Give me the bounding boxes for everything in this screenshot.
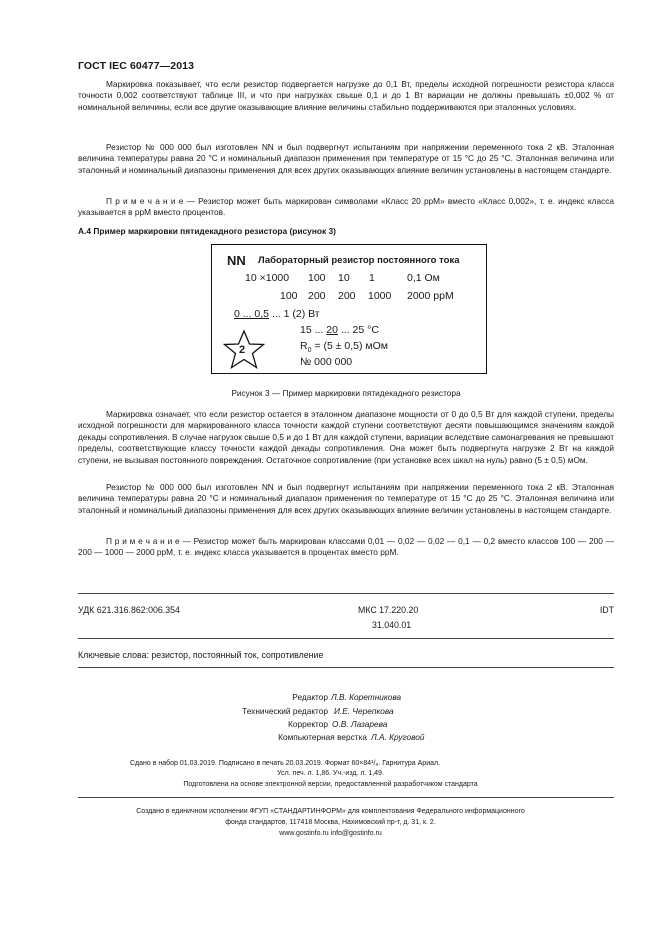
figure-row2-class-3: 200 xyxy=(338,290,356,302)
figure-row2-class-5: 2000 ррМ xyxy=(407,290,454,302)
note-1 xyxy=(78,196,614,219)
figure-r0-row xyxy=(300,340,388,354)
figure-row2-class-2: 200 xyxy=(308,290,326,302)
note-1-text: — Резистор может быть маркирован символами «Класс 20 ррМ» вместо «Класс 0,002», т. е. индекс класса указывается в ррМ вместо процентов. xyxy=(78,196,614,218)
figure-row1-decade-2: 100 xyxy=(308,272,326,284)
credit-layout-name: Л.А. Круговой xyxy=(371,732,425,742)
mks-code-2: 31.040.01 xyxy=(372,620,412,630)
publisher-line-1: Создано в единичном исполнении ФГУП «СТАНДАРТИНФОРМ» для комплектования Федерального информационного xyxy=(136,808,525,815)
section-title: А.4 Пример маркировки пятидекадного резистора (рисунок 3) xyxy=(78,226,336,236)
paragraph-marking-description: Маркировка показывает, что если резистор подвергается нагрузке до 0,1 Вт, пределы исходной погрешности резистора класса точности 0,002 соответствуют таблице III, и что при нагрузках свыше 0,1 и до 1 Вт вариации не должны превышать ±0,002 % от номинальной величины, если все другие оказывающие влияние величины стабильно поддерживаются при эталонных условиях. xyxy=(78,79,614,112)
figure-star-label: 2 xyxy=(239,344,246,356)
credit-tech-name: И.Е. Черепкова xyxy=(334,706,394,716)
mks-code-1: МКС 17.220.20 xyxy=(358,605,419,615)
figure-3-marking-box xyxy=(211,244,487,374)
credit-corrector-name: О.В. Лазарева xyxy=(332,719,388,729)
note-2 xyxy=(78,536,614,559)
credit-editor-name: Л.В. Коретникова xyxy=(331,692,402,702)
figure-r0-label: R xyxy=(300,340,308,352)
credit-editor-role: Редактор xyxy=(292,692,328,702)
print-info-1: Сдано в набор 01.03.2019. Подписано в печать 20.03.2019. Формат 60×84¹/₈. Гарнитура Ариал. xyxy=(130,760,441,767)
keywords: Ключевые слова: резистор, постоянный ток, сопротивление xyxy=(78,650,324,660)
figure-nn: NN xyxy=(227,253,246,268)
note-2-label: П р и м е ч а н и е xyxy=(106,536,180,546)
figure-power-underlined: 0 ... 0,5 xyxy=(234,308,270,320)
divider-top xyxy=(78,593,614,594)
figure-caption: Рисунок 3 — Пример маркировки пятидекадного резистора xyxy=(231,388,461,398)
print-info-2: Усл. печ. л. 1,86. Уч.-изд. л. 1,49. xyxy=(277,770,384,777)
divider-bottom xyxy=(78,797,614,798)
figure-row1-decade-4: 1 xyxy=(369,272,375,284)
figure-power-rest: ... 1 (2) Вт xyxy=(269,308,320,320)
figure-lab-title: Лабораторный резистор постоянного тока xyxy=(258,255,460,266)
publisher-links: www.gostinfo.ru info@gostinfo.ru xyxy=(279,830,382,837)
udk-code: УДК 621.316.862:006.354 xyxy=(78,605,180,615)
figure-row1-decade-3: 10 xyxy=(338,272,350,284)
figure-r0-value: = (5 ± 0,5) мОм xyxy=(311,340,389,352)
divider-mid xyxy=(78,638,614,639)
publisher-line-2: фонда стандартов, 117418 Москва, Нахимовский пр-т, д. 31, к. 2. xyxy=(225,819,436,826)
figure-row2-class-1: 100 xyxy=(280,290,298,302)
paragraph-resistor-test: Резистор № 000 000 был изготовлен NN и был подвергнут испытаниям при напряжении переменного тока 2 кВ. Эталонная величина температуры равна 20 °С и номинальный диапазон применения при температуре от 15 °С до 25 °С. Эталонная величина или эталонный и номинальный диапазоны применения для всех других оказывающих влияние величин установлены в настоящем стандарте. xyxy=(78,142,614,175)
idt-label: IDT xyxy=(599,605,614,615)
document-header: ГОСТ IEC 60477—2013 xyxy=(78,60,195,72)
figure-row1-decade-1: 10 ×1000 xyxy=(245,272,290,284)
print-info-3: Подготовлена на основе электронной версии, предоставленной разработчиком стандарта xyxy=(183,781,478,788)
figure-power-row xyxy=(234,308,320,320)
credit-tech-role: Технический редактор xyxy=(242,706,328,716)
figure-temp-b: 20 xyxy=(326,324,338,336)
divider-keywords xyxy=(78,667,614,668)
paragraph-resistor-test-2: Резистор № 000 000 был изготовлен NN и был подвергнут испытаниям при напряжении переменного тока 2 кВ. Эталонная величина температуры равна 20 °С и номинальный диапазон применения по температуре от 15 °С до 25 °С. Эталонная величина или эталонный и номинальный диапазоны применения для всех других оказывающих влияние величин установлены в настоящем стандарте. xyxy=(78,482,614,515)
figure-row2-class-4: 1000 xyxy=(368,290,392,302)
paragraph-marking-meaning: Маркировка означает, что если резистор остается в эталонном диапазоне мощности от 0 до 0,5 Вт для каждой ступени, пределы исходной погрешности для маркированного класса точности каждой ступени соответствуют десяти повышающимся значениям каждой декады сопротивления. В случае нагрузок свыше 0,5 и до 1 Вт для каждой ступени, вариации вследствие самонагревания не превышают пределы, соответствующие классу точности каждой декады сопротивления. Она может быть подвергнута нагрузке 2 Вт на каждой ступени, не вызывая постоянного повреждения. Остаточное сопротивление (при установке всех шкал на нуль) равно (5 ± 0,5) мОм. xyxy=(78,409,614,465)
figure-temp-row xyxy=(300,324,379,336)
figure-temp-c: ... 25 °С xyxy=(337,324,379,336)
note-1-label: П р и м е ч а н и е xyxy=(106,196,184,206)
credit-layout-role: Компьютерная верстка xyxy=(278,732,367,742)
figure-r0-sub: 0 xyxy=(307,347,312,355)
note-2-text: — Резистор может быть маркирован классами 0,01 — 0,02 — 0,02 — 0,1 — 0,2 вместо классов 100 — 200 — 200 — 1000 — 2000 ррМ, т. е. индекс класса указывается в процентах вместо ррМ. xyxy=(78,536,615,558)
figure-row1-decade-5: 0,1 Ом xyxy=(407,272,440,284)
figure-temp-a: 15 ... xyxy=(300,324,324,336)
figure-serial: № 000 000 xyxy=(300,356,353,368)
credit-corrector-role: Корректор xyxy=(288,719,328,729)
